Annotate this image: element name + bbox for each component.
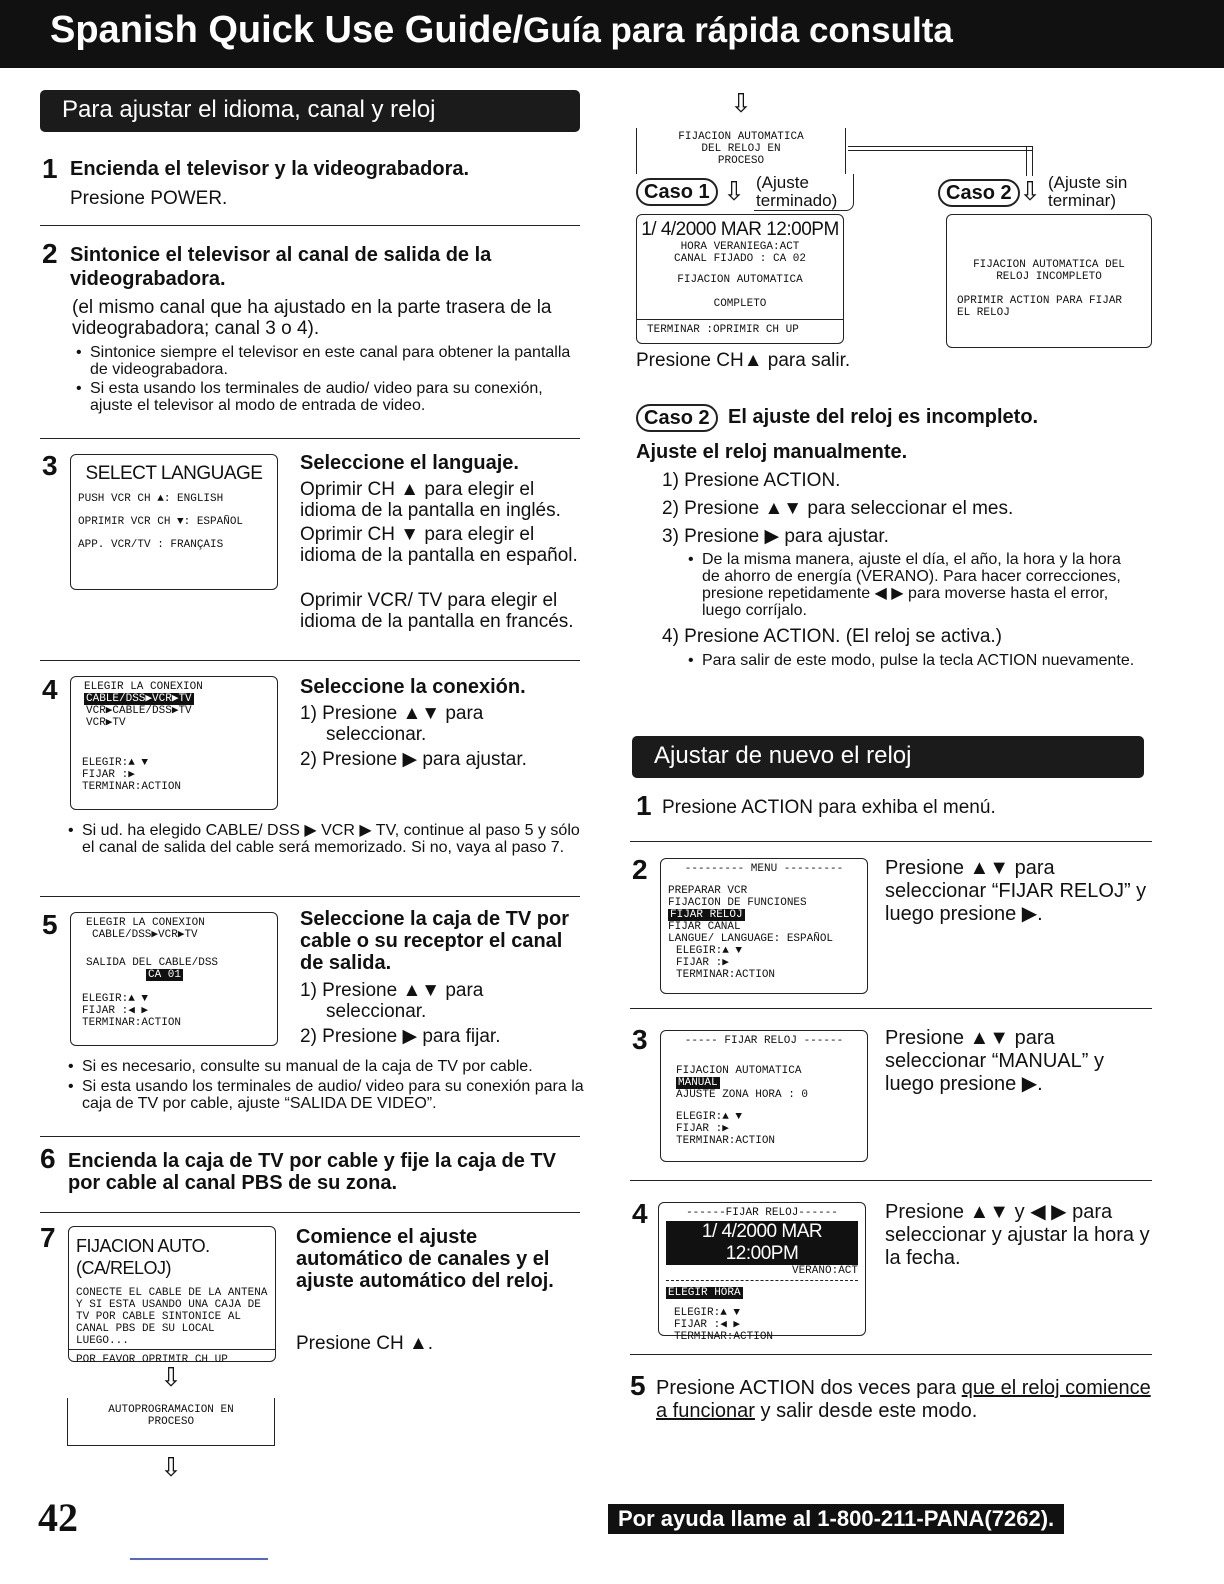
page-number: 42 <box>38 1495 78 1540</box>
step-number: 6 <box>40 1143 56 1174</box>
screen-line: FIJAR CANAL <box>668 921 741 933</box>
bullet: • Sintonice siempre el televisor en este canal para obtener la pantalla de videograbadora. <box>76 344 586 378</box>
bullet: • Si es necesario, consulte su manual de la caja de TV por cable. <box>68 1058 588 1075</box>
screen-line: AJUSTE ZONA HORA : 0 <box>676 1089 809 1101</box>
screen-line: FIJAR :▶ <box>676 957 729 969</box>
step-text: Oprimir CH ▲ para elegir el idioma de la pantalla en inglés. <box>300 479 561 521</box>
bullet: • Si ud. ha elegido CABLE/ DSS ▶ VCR ▶ TV, continue al paso 5 y sólo el canal de salida del cable será memorizado. Si no, vaya al paso 7. <box>68 822 588 856</box>
screen-clock-complete <box>636 214 844 344</box>
screen-title: --------- MENU --------- <box>684 863 844 875</box>
screen-set-clock <box>660 1030 868 1162</box>
screen-selected: MANUAL <box>678 1077 718 1089</box>
case-1-note: (Ajuste terminado) <box>754 174 854 211</box>
step-number: 4 <box>42 674 58 705</box>
step-text: Presione POWER. <box>70 188 228 209</box>
screen-connection <box>70 676 278 810</box>
screen-menu <box>660 858 868 994</box>
step-text-part: Presione ACTION dos veces para <box>656 1377 962 1399</box>
bullet: • De la misma manera, ajuste el día, el año, la hora y la hora de ahorro de energía (VERANO). Para hacer correcciones, presione repetidamente ◀ ▶ para moverse hasta el error, luego corríjalo. <box>688 551 1138 619</box>
step-number: 4 <box>632 1198 648 1229</box>
screen-line: FIJACION AUTOMATICA <box>677 274 803 286</box>
screen-auto-clock: FIJACION AUTOMATICA DEL RELOJ EN PROCESO <box>636 128 846 174</box>
step-text: 2) Presione ▶ para ajustar. <box>300 749 527 770</box>
bullet-list <box>688 652 1138 669</box>
screen-line: SALIDA DEL CABLE/DSS <box>86 957 219 969</box>
connector-line <box>1026 146 1033 176</box>
screen-clock-display: 1/ 4/2000 MAR 12:00PM <box>666 1221 858 1265</box>
down-arrow-icon: ⇩ <box>1019 176 1041 206</box>
screen-line: FIJAR :▶ <box>82 769 135 781</box>
bullet-list <box>688 551 1138 619</box>
screen-auto-setup <box>68 1226 276 1366</box>
down-arrow-icon: ⇩ <box>160 1362 182 1392</box>
connector-line <box>848 146 1033 151</box>
divider <box>40 896 580 897</box>
bullet-list <box>68 822 588 856</box>
down-arrow-icon: ⇩ <box>723 176 745 206</box>
bullet-list <box>68 1058 588 1112</box>
instruction: 3) Presione ▶ para ajustar. <box>662 526 889 547</box>
bullet-list <box>76 344 586 414</box>
step-heading: Encienda la caja de TV por cable y fije la caja de TV por cable al canal PBS de su zona. <box>68 1150 556 1194</box>
screen-line: TERMINAR:ACTION <box>674 1331 774 1343</box>
screen-selected: CA 01 <box>148 969 182 981</box>
divider <box>630 1354 1152 1355</box>
screen-line: ELEGIR:▲ ▼ <box>676 945 743 957</box>
page-banner <box>0 0 1224 68</box>
screen-line: FIJAR :◀ ▶ <box>82 1005 149 1017</box>
step-text <box>656 1377 1156 1423</box>
bullet: • Para salir de este modo, pulse la tecla ACTION nuevamente. <box>688 652 1138 669</box>
screen-line: VCR▶CABLE/DSS▶TV <box>86 705 192 717</box>
case-2-heading: El ajuste del reloj es incompleto. <box>728 406 1039 428</box>
step-heading: Encienda el televisor y la videograbadora. <box>70 158 470 180</box>
screen-select-language <box>70 454 278 590</box>
screen-title: ------FIJAR RELOJ------ <box>686 1207 838 1219</box>
step-text: Oprimir VCR/ TV para elegir el idioma de la pantalla en francés. <box>300 590 574 632</box>
step-text: Presione ▲▼ y ◀ ▶ para seleccionar y ajustar la hora y la fecha. <box>885 1201 1150 1269</box>
screen-title: FIJACION AUTO. (CA/RELOJ) <box>76 1236 210 1278</box>
screen-title: ----- FIJAR RELOJ ------ <box>684 1035 844 1047</box>
screen-line: OPRIMIR ACTION PARA FIJAR EL RELOJ <box>957 295 1123 319</box>
case-2-badge: Caso 2 <box>938 179 1020 207</box>
instruction: 1) Presione ACTION. <box>662 470 841 491</box>
screen-line: TERMINAR:ACTION <box>676 969 776 981</box>
screen-clock-incomplete <box>946 214 1152 348</box>
step-number: 5 <box>42 909 58 940</box>
divider <box>40 1136 580 1137</box>
screen-body: CONECTE EL CABLE DE LA ANTENA Y SI ESTA USANDO UNA CAJA DE TV POR CABLE SINTONICE AL CANAL PBS DE SU LOCAL LUEGO... <box>76 1287 268 1347</box>
screen-selected: CABLE/DSS▶VCR▶TV <box>86 693 192 705</box>
screen-line: PREPARAR VCR <box>668 885 748 897</box>
screen-selected: ELEGIR HORA <box>668 1287 741 1299</box>
step-text: Presione ▲▼ para seleccionar “FIJAR RELOJ” y luego presione ▶. <box>885 857 1147 925</box>
screen-line: FIJACION AUTOMATICA <box>676 1065 802 1077</box>
step-number: 2 <box>632 854 648 885</box>
down-arrow-icon: ⇩ <box>730 88 752 118</box>
divider <box>40 660 580 661</box>
down-arrow-icon: ⇩ <box>160 1452 182 1482</box>
screen-line: ELEGIR:▲ ▼ <box>676 1111 743 1123</box>
section-title-reset-clock: Ajustar de nuevo el reloj <box>632 736 1144 778</box>
screen-line: CABLE/DSS▶VCR▶TV <box>92 929 198 941</box>
step-text: Presione ▲▼ para seleccionar “MANUAL” y luego presione ▶. <box>885 1027 1104 1095</box>
step-number: 3 <box>632 1024 648 1055</box>
screen-selected: FIJAR RELOJ <box>670 909 743 921</box>
step-number: 1 <box>42 153 58 184</box>
decorative-line <box>130 1558 268 1560</box>
screen-line: APP. VCR/TV : FRANÇAIS <box>78 539 224 551</box>
screen-line: FIJAR :◀ ▶ <box>674 1319 741 1331</box>
bullet: • Si esta usando los terminales de audio/ video para su conexión para la caja de TV por cable, ajuste “SALIDA DE VIDEO”. <box>68 1078 588 1112</box>
screen-footer: TERMINAR :OPRIMIR CH UP <box>637 319 843 336</box>
step-heading: Seleccione el languaje. <box>300 452 519 474</box>
divider <box>630 1008 1152 1009</box>
screen-line: VCR▶TV <box>86 717 126 729</box>
divider <box>40 225 580 226</box>
bullet: • Si esta usando los terminales de audio/ video para su conexión, ajuste el televisor al modo de entrada de video. <box>76 380 586 414</box>
screen-line: COMPLETO <box>713 298 767 310</box>
screen-set-time <box>658 1202 866 1343</box>
divider <box>40 438 580 439</box>
banner-title-es: Guía para rápida consulta <box>523 11 953 50</box>
case-2-badge: Caso 2 <box>636 404 718 432</box>
screen-title: SELECT LANGUAGE <box>85 463 263 484</box>
step-text: 2) Presione ▶ para fijar. <box>300 1026 501 1047</box>
screen-line: CANAL FIJADO : CA 02 <box>673 253 807 265</box>
step-text: 1) Presione ▲▼ para seleccionar. <box>300 980 484 1022</box>
screen-line: ELEGIR LA CONEXION <box>84 681 203 693</box>
step-text: 1) Presione ▲▼ para seleccionar. <box>300 703 484 745</box>
step-number: 7 <box>40 1222 56 1253</box>
exit-instruction: Presione CH▲ para salir. <box>636 350 851 371</box>
step-text-part: y salir desde este modo. <box>754 1400 978 1422</box>
screen-line: ELEGIR LA CONEXION <box>86 917 205 929</box>
screen-line: FIJACION AUTOMATICA DEL RELOJ INCOMPLETO <box>973 259 1125 283</box>
screen-autoprogram: AUTOPROGRAMACION EN PROCESO <box>67 1398 275 1446</box>
step-text: Presione ACTION para exhiba el menú. <box>662 797 996 818</box>
screen-line: ELEGIR:▲ ▼ <box>674 1307 741 1319</box>
help-line-banner: Por ayuda llame al 1-800-211-PANA(7262). <box>608 1504 1064 1534</box>
screen-line: TERMINAR:ACTION <box>82 1017 182 1029</box>
case-1-badge: Caso 1 <box>636 178 718 206</box>
instruction: 2) Presione ▲▼ para seleccionar el mes. <box>662 498 1014 519</box>
screen-line: PUSH VCR CH ▲: ENGLISH <box>78 493 224 505</box>
section-title-setup: Para ajustar el idioma, canal y reloj <box>40 90 580 132</box>
banner-title-en: Spanish Quick Use Guide/ <box>50 9 524 51</box>
step-text: (el mismo canal que ha ajustado en la parte trasera de la videograbadora; canal 3 o 4). <box>72 297 552 339</box>
screen-line: HORA VERANIEGA:ACT <box>680 241 800 253</box>
step-heading: Seleccione la conexión. <box>300 676 526 698</box>
instruction: 4) Presione ACTION. (El reloj se activa.) <box>662 626 1002 647</box>
divider <box>40 1212 580 1213</box>
step-text: Oprimir CH ▼ para elegir el idioma de la pantalla en español. <box>300 524 578 566</box>
screen-cable-output <box>70 912 278 1046</box>
step-number: 5 <box>630 1370 646 1401</box>
step-number: 2 <box>42 238 58 269</box>
screen-line: TERMINAR:ACTION <box>676 1135 776 1147</box>
step-number: 3 <box>42 450 58 481</box>
step-heading: Sintonice el televisor al canal de salida de la videograbadora. <box>70 244 492 290</box>
screen-line: LANGUE/ LANGUAGE: ESPAÑOL <box>668 933 834 945</box>
screen-line: FIJACION DE FUNCIONES <box>668 897 807 909</box>
divider <box>630 841 1152 842</box>
screen-line: ELEGIR:▲ ▼ <box>82 757 149 769</box>
screen-footer: POR FAVOR OPRIMIR CH UP <box>69 1349 275 1366</box>
screen-line: ELEGIR:▲ ▼ <box>82 993 149 1005</box>
case-2-subheading: Ajuste el reloj manualmente. <box>636 441 908 463</box>
screen-clock-display: 1/ 4/2000 MAR 12:00PM <box>641 219 839 240</box>
screen-line: FIJAR :▶ <box>676 1123 729 1135</box>
screen-line: TERMINAR:ACTION <box>82 781 182 793</box>
screen-line: VERANO:ACT <box>666 1265 858 1281</box>
step-heading: Comience el ajuste automático de canales y el ajuste automático del reloj. <box>296 1226 554 1292</box>
step-number: 1 <box>636 790 652 821</box>
step-heading: Seleccione la caja de TV por cable o su receptor el canal de salida. <box>300 908 570 974</box>
step-text: Presione CH ▲. <box>296 1333 434 1354</box>
case-2-note: (Ajuste sin terminar) <box>1048 173 1128 210</box>
step-text-underlined: que el reloj comience a funcionar <box>656 1377 1151 1422</box>
divider <box>630 1180 1152 1181</box>
screen-line: OPRIMIR VCR CH ▼: ESPAÑOL <box>78 516 244 528</box>
